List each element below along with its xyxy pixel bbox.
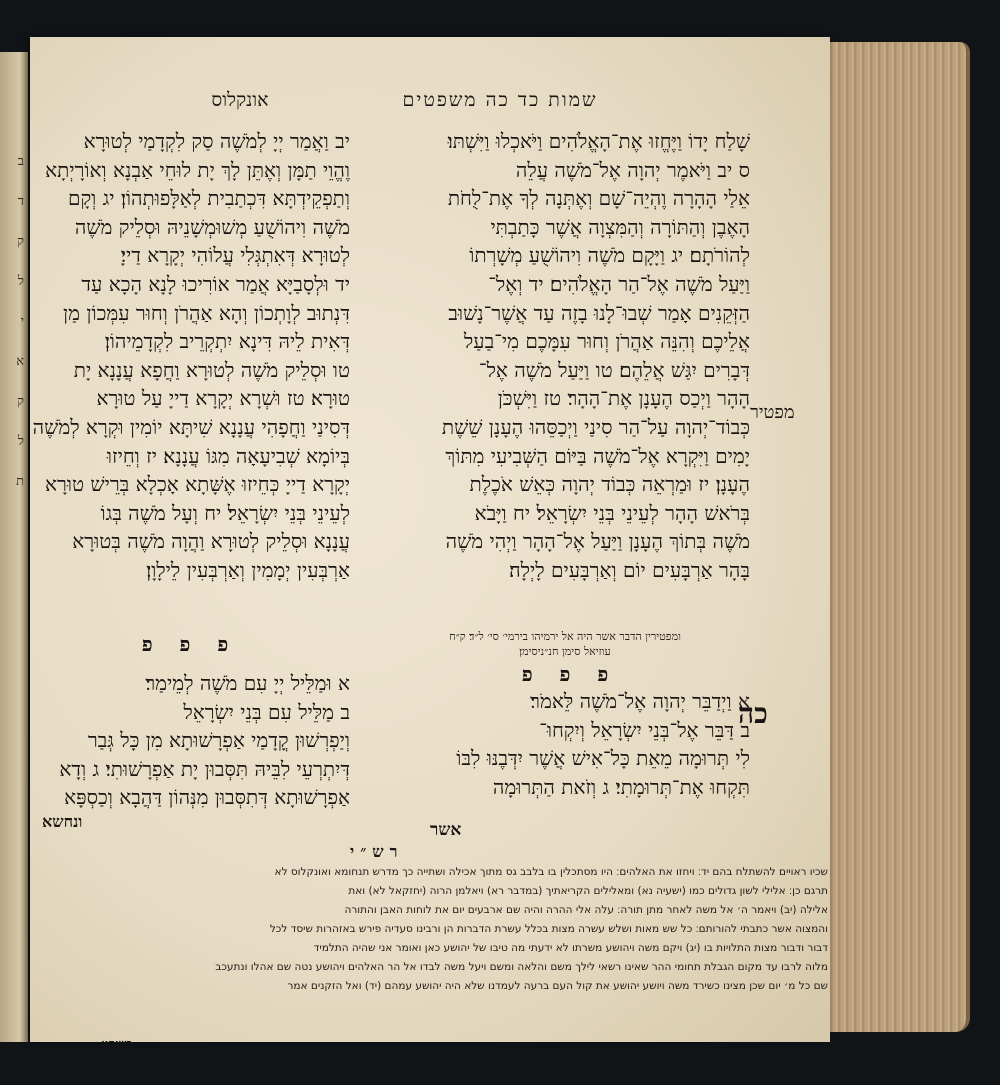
header-targum-title: אונקלוס [211,89,269,111]
text-line: טו וּסְלֵיק מֹשֶׁה לְטוּרָא וַחֲפָא עֲנָנָא יָת [73,357,350,382]
adjacent-glyph: ת [16,474,24,489]
text-line: הָאֶבֶן וְהַתּוֹרָה וְהַמִּצְוָה אֲשֶׁר כָּתַבְתִּי [490,214,750,239]
rashi-line: שם כל מ׳ יום שכן מצינו כשירד משה ויושע יהושע את קול העם ברעה לעמדנו שלא היה יהושע עמהם (יד) ואל הזקנים אמר [287,980,828,992]
targum-column-chapter-25 [32,669,350,812]
text-line: אַפְרָשׁוּתָא דְּתִסְּבוּן מִנְּהוֹן דַּהֲבָא וְכַסְפָּא [64,785,350,810]
catchword-torah: אשר [430,820,462,840]
rashi-line: דבור ודבור מצות התלויות בו (יג) ויקם משה ויהושע משרתו לא ידעתי מה טיבו של יהושע כאן ואומר אני שהיה התלמיד [313,942,828,954]
text-line: יד וּלְסָבַיָּא אֲמַר אוֹרִיכוּ לָנָא הָכָא עַד [81,271,350,296]
text-line: מֹשֶׁה וִיהוֹשֻׁעַ מְשׁוּמְשָׁנֵיהּ וּסְלֵיק מֹשֶׁה [74,214,350,239]
parashah-break-right: פ פ פ [521,662,619,686]
haftarah-note [375,629,755,659]
parashah-break-left: פ פ פ [141,632,239,656]
text-line: הַזְּקֵנִים אָמַר שְׁבוּ־לָנוּ בָזֶה עַד אֲשֶׁר־נָשׁוּב [448,300,750,325]
text-line: אֲלֵיכֶם וְהִנֵּה אַהֲרֹן וְחוּר עִמָּכֶם מִי־בַעַל [463,329,750,354]
text-line: וַיַּעַל מֹשֶׁה אֶל־הַר הָאֱלֹהִים׃ יד וְאֶל־ [488,271,750,296]
text-line: יב וַאֲמַר יְיָ לְמֹשֶׁה סַק לִקְדָמַי לְטוּרָא [83,129,350,153]
rashi-commentary [38,863,828,996]
haftarah-note-line: ומפטירין הדבר אשר היה אל ירמיהו בירמי׳ סי׳ ל״ד׃ ק״ח [449,630,681,643]
text-line: ב דַּבֵּר אֶל־בְּנֵי יִשְׂרָאֵל וְיִקְחוּ־ [539,717,750,742]
adjacent-glyph: ל [17,434,24,449]
book-page [30,37,830,1050]
rashi-heading: רש״י [350,842,404,861]
text-line: ס יב וַיֹּאמֶר יְהוָה אֶל־מֹשֶׁה עֲלֵה [515,157,750,182]
text-line: דְּסִינַי וַחֲפָהִי עֲנָנָא שִׁיתָּא יוֹמִין וּקְרָא לְמֹשֶׁה [32,414,350,439]
text-line: א וּמַלֵּיל יְיָ עִם מֹשֶׁה לְמֵימַר׃ [145,671,350,695]
text-line: וְתַפְקֵידְתָּא דִּכְתַבִית לְאַלָּפוּתְהוֹן׃ יג וְקָם [67,186,350,211]
adjacent-glyph: ק [17,394,24,409]
text-line: דִּנְתוּב לְוָתְכוֹן וְהָא אַהֲרֹן וְחוּר עִמְּכוֹן מַן [63,300,350,325]
chapter-number: כה [738,697,768,730]
rashi-catchword: כשנתנו [102,1037,132,1050]
adjacent-glyph: ד [17,194,24,209]
text-line: לִי תְּרוּמָה מֵאֵת כָּל־אִישׁ אֲשֶׁר יִדְּבֶנּוּ לִבּוֹ [456,746,750,771]
adjacent-page-glyphs [2,142,24,502]
text-line: דְּבָרִים יִגַּשׁ אֲלֵהֶם׃ טו וַיַּעַל מֹשֶׁה אֶל־ [478,357,750,382]
text-line: בְּיוֹמָא שְׁבִיעָאָה מִגּוֹ עֲנָנָא׃ יז וְחֵיזוּ [106,443,350,468]
adjacent-glyph: י [20,314,24,329]
torah-column-chapter-25 [368,687,750,801]
text-line: שָׁלַח יָדוֹ וַיֶּחֱזוּ אֶת־הָאֱלֹהִים וַיֹּאכְלוּ וַיִּשְׁתּוּ׃ [447,129,750,153]
rashi-line: והמצוה אשר כתבתי להורותם׃ כל שש מאות ושלש עשרה מצות בכלל עשרת הדברות הן ורבינו סעדיה פירש באזהרות שיסד לכל [269,923,828,935]
catchword-targum: ונחשא [42,812,83,831]
text-line: טוּרָא׃ טז וּשְׁרָא יְקָרָא דַייָ עַל טוּרָא [96,386,350,411]
text-line: יָמִים וַיִּקְרָא אֶל־מֹשֶׁה בַּיּוֹם הַשְּׁבִיעִי מִתּוֹךְ [445,443,750,468]
adjacent-glyph: א [16,354,24,369]
text-line: אַרְבְּעִין יְמָמִין וְאַרְבְּעִין לֵילָוָן׃ [146,557,350,582]
rashi-line: אלילה (יב) ויאמר ה׳ אל משה לאחר מתן תורה׃ עלה אלי ההרה והיה שם ארבעים יום את לוחות האבן והתורה [344,904,828,916]
text-line: וְיַפְרְשׁוּן קֳדָמַי אַפְרָשׁוּתָא מִן כָּל גְּבַר [87,728,350,753]
text-line: לְעֵינֵי בְּנֵי יִשְׂרָאֵל׃ יח וְעָל מֹשֶׁה בְּגוֹ [100,500,350,525]
text-line: בְּרֹאשׁ הָהָר לְעֵינֵי בְּנֵי יִשְׂרָאֵל׃ יח וַיָּבֹא [474,500,750,525]
text-line: לְהוֹרֹתָם׃ יג וַיָּקָם מֹשֶׁה וִיהוֹשֻׁעַ מְשָׁרְתוֹ [469,243,750,268]
rashi-line: תרגם כן׃ אלילי לשון גדולים כמו (ישעיה נא) ומאלילים הקריאתיך (במדבר רא) ויאלמן הרוה (יחזקאל לא) ואת [348,885,828,897]
rashi-line: מלוה לרבו עד מקום הגבלת תחומי ההר שאינו רשאי לילך משם והלאה ומשם ויעל משה לבדו אל הר האלהים ויהושע נטה שם אהלו ונתעכב [215,961,828,973]
adjacent-page-edge [0,52,28,1042]
text-line: מֹשֶׁה בְּתוֹךְ הֶעָנָן וַיַּעַל אֶל־הָהָר וַיְהִי מֹשֶׁה [445,529,750,554]
rashi-line: שכיו ראויים להשתלח בהם יד׃ ויחזו את האלהים׃ היו מסתכלין בו בלבב גס מתוך אכילה ושתייה כך מדרש תנחומא ואונקלוס לא [274,866,828,878]
text-line: הָהָר וַיְכַס הֶעָנָן אֶת־הָהָר׃ טז וַיִּשְׁכֹּן [497,386,750,411]
text-line: וֶהֱוֵי תַמָּן וְאֶתֵּן לָךְ יָת לוּחֵי אַבְנָא וְאוֹרָיְתָא [45,157,350,182]
adjacent-glyph: ק [17,234,24,249]
text-line: דְּאִית לֵיהּ דִּינָא יִתְקְרֵיב לִקְדָמֵיהוֹן׃ [104,329,350,354]
text-line: אֵלַי הָהָרָה וֶהְיֵה־שָׁם וְאֶתְּנָה לְךָ אֶת־לֻחֹת [447,186,750,211]
targum-column [32,127,350,585]
torah-column [368,127,750,585]
book-page-edges [818,42,970,1032]
text-line: ב מַלֵּיל עִם בְּנֵי יִשְׂרָאֵל [183,699,350,724]
text-line: א וַיְדַבֵּר יְהוָה אֶל־מֹשֶׁה לֵּאמֹר׃ [530,689,750,713]
text-line: הֶעָנָן׃ יז וּמַרְאֵה כְּבוֹד יְהוָה כְּאֵשׁ אֹכֶלֶת [469,472,750,497]
text-line: עֲנָנָא וּסְלֵיק לְטוּרָא וַהֲוָה מֹשֶׁה בְּטוּרָא [72,529,350,554]
adjacent-glyph: ל [17,274,24,289]
header-running-title: שמות כד כה משפטים [402,89,598,111]
text-line: תִּקְחוּ אֶת־תְּרוּמָתִי׃ ג וְזֹאת הַתְּרוּמָה [492,774,750,799]
text-line: לְטוּרָא דְּאִתְגְּלִי עֲלוֹהִי יְקָרָא דַייָ׃ [120,243,350,268]
text-line: כְּבוֹד־יְהוָה עַל־הַר סִינַי וַיְכַסֵּהוּ הֶעָנָן שֵׁשֶׁת [441,414,750,439]
text-line: בָּהָר אַרְבָּעִים יוֹם וְאַרְבָּעִים לָיְלָה׃ [509,557,750,582]
text-line: דְּיִתְרְעֵי לִבֵּיהּ תִּסְּבוּן יָת אַפְרָשׁוּתִי׃ ג וְדָא [59,756,350,781]
adjacent-glyph: ב [17,154,24,169]
haftarah-note-line: עוזיאל סימן חנ״ניסימן׃ [519,645,611,658]
maftir-margin-note: מפטיר [750,402,795,423]
text-line: יְקָרָא דַייָ כְּחֵיזוּ אֶשָּׁתָא אָכְלָא בְּרֵישׁ טוּרָא [45,472,350,497]
